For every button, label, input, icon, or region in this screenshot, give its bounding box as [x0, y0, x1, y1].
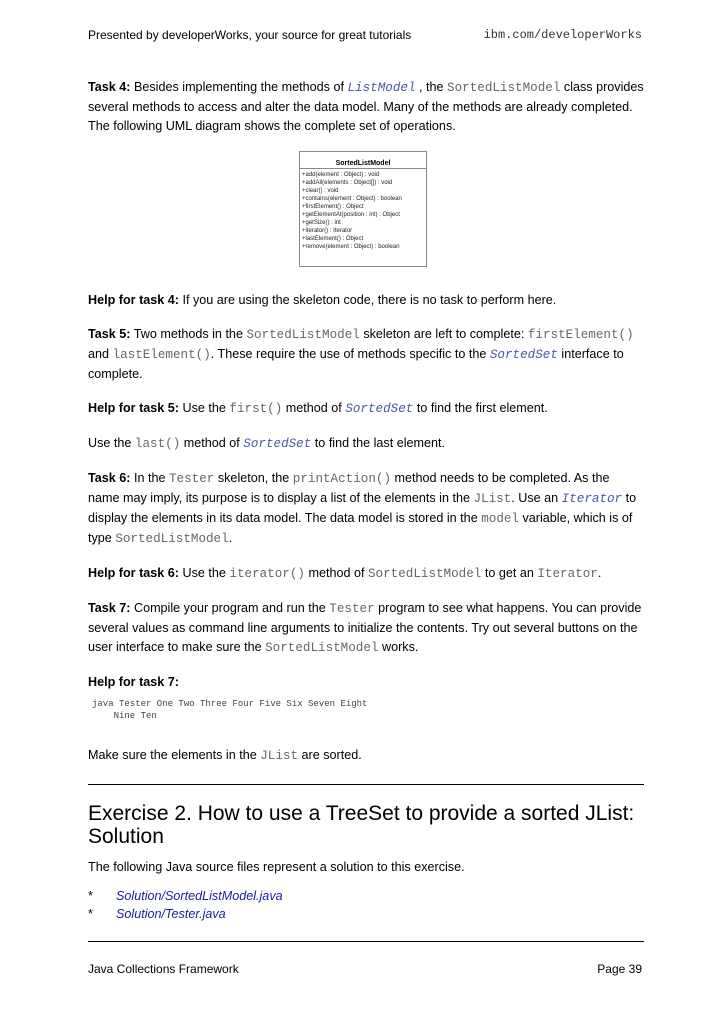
- uml-diagram-wrapper: [88, 151, 644, 267]
- task-7-text-c: works.: [378, 640, 419, 654]
- sortedset-link[interactable]: SortedSet: [243, 437, 312, 451]
- header-title: Presented by developerWorks, your source for great tutorials: [88, 28, 412, 42]
- page-number: Page 39: [597, 962, 642, 976]
- task-5-text-b: skeleton are left to complete:: [359, 327, 528, 341]
- task-5-text-c: and: [88, 347, 113, 361]
- uml-operation: +getSize() : int: [302, 220, 341, 226]
- uml-class-title: SortedListModel: [300, 152, 426, 169]
- help-5b-paragraph: [88, 434, 644, 454]
- task-6-text-e: to display the elements in its data model. The data model is stored in the: [88, 491, 637, 525]
- help-6-label: Help for task 6:: [88, 566, 179, 580]
- iterator-method-code: iterator(): [229, 567, 305, 581]
- help-6-text-b: method of: [304, 566, 368, 580]
- help-6-text-c: to get an: [481, 566, 538, 580]
- solution-tester-link[interactable]: Solution/Tester.java: [116, 907, 226, 921]
- task-6-label: Task 6:: [88, 471, 131, 485]
- help-7-paragraph: [88, 673, 644, 692]
- help-7-label: Help for task 7:: [88, 675, 179, 689]
- help-4-label: Help for task 4:: [88, 293, 179, 307]
- iterator-link[interactable]: Iterator: [561, 492, 623, 506]
- task-5-text-a: Two methods in the: [130, 327, 247, 341]
- task-6-text-d: . Use an: [511, 491, 562, 505]
- command-line-code-block: java Tester One Two Three Four Five Six Seven Eight Nine Ten: [92, 699, 368, 721]
- uml-operation: +lastElement() : Object: [302, 236, 364, 242]
- task-4-label: Task 4:: [88, 80, 131, 94]
- sortedlistmodel-code: SortedListModel: [246, 328, 360, 342]
- section-divider: [88, 784, 644, 785]
- help-5-paragraph: [88, 399, 644, 419]
- uml-operation: +clear() : void: [302, 188, 339, 194]
- uml-operation: +firstElement() : Object: [302, 204, 364, 210]
- list-bullet: *: [88, 907, 93, 921]
- help-5-text-b: method of: [282, 401, 346, 415]
- section-divider: [88, 941, 644, 942]
- model-code: model: [481, 512, 519, 526]
- sorted-note-text-b: are sorted.: [298, 748, 362, 762]
- first-element-code: firstElement(): [527, 328, 634, 342]
- uml-operation: +contains(element : Object) : boolean: [302, 196, 402, 202]
- help-5b-text-b: method of: [180, 436, 244, 450]
- solution-file-list: [88, 887, 644, 923]
- uml-operation: +addAll(elements : Object[]) : void: [302, 180, 393, 186]
- uml-operation: +iterator() : Iterator: [302, 228, 353, 234]
- uml-class-diagram: [299, 151, 427, 267]
- sorted-note-text-a: Make sure the elements in the: [88, 748, 261, 762]
- task-6-text-f: variable, which is of type: [88, 511, 633, 545]
- sortedset-link[interactable]: SortedSet: [345, 402, 414, 416]
- task-4-text-b: , the: [415, 80, 448, 94]
- task-7-paragraph: [88, 599, 644, 658]
- task-7-text-b: program to see what happens. You can provide several values as command line arguments to initialize the contents. Try out several buttons on the user interface to make sure the: [88, 601, 642, 654]
- exercise-2-heading: Exercise 2. How to use a TreeSet to provide a sorted JList: Solution: [88, 802, 635, 848]
- help-5b-text-c: to find the last element.: [311, 436, 446, 450]
- task-7-text-a: Compile your program and run the: [130, 601, 330, 615]
- uml-operation: +add(element : Object) : void: [302, 172, 380, 178]
- uml-operation: +remove(element : Object) : boolean: [302, 244, 400, 250]
- task-6-text-a: In the: [130, 471, 169, 485]
- task-4-text-a: Besides implementing the methods of: [130, 80, 348, 94]
- sortedlistmodel-code: SortedListModel: [367, 567, 482, 581]
- jlist-code: JList: [260, 749, 299, 763]
- uml-operations: [300, 169, 426, 251]
- help-5-text-a: Use the: [178, 401, 230, 415]
- help-6-text-a: Use the: [178, 566, 230, 580]
- task-7-label: Task 7:: [88, 601, 131, 615]
- help-5b-text-a: Use the: [88, 436, 135, 450]
- list-item: [88, 887, 644, 905]
- print-action-code: printAction(): [292, 472, 392, 486]
- solution-sortedlistmodel-link[interactable]: Solution/SortedListModel.java: [116, 889, 283, 903]
- uml-operation: +getElementAt(position : int) : Object: [302, 212, 400, 218]
- sorted-note-paragraph: [88, 746, 644, 766]
- help-5-label: Help for task 5:: [88, 401, 179, 415]
- task-6-text-g: .: [228, 531, 233, 545]
- sortedset-link[interactable]: SortedSet: [489, 348, 558, 362]
- task-6-text-c: method needs to be completed. As the name may imply, its purpose is to display a list of the elements in the: [88, 471, 610, 505]
- task-4-text-c: class provides several methods to access and alter the data model. Many of the methods are already completed. The following UML diagram shows the complete set of operations.: [88, 80, 644, 133]
- sortedlistmodel-code: SortedListModel: [265, 641, 379, 655]
- last-code: last(): [134, 437, 181, 451]
- page-content: [88, 78, 644, 942]
- task-6-paragraph: [88, 469, 644, 549]
- header-site: ibm.com/developerWorks: [483, 28, 642, 42]
- task-5-text-e: interface to complete.: [88, 347, 624, 381]
- task-5-text-d: . These require the use of methods specific to the: [210, 347, 490, 361]
- task-4-paragraph: [88, 78, 644, 136]
- first-code: first(): [229, 402, 283, 416]
- help-5-text-c: to find the first element.: [413, 401, 548, 415]
- list-item: [88, 905, 644, 923]
- sortedlistmodel-code: SortedListModel: [115, 532, 229, 546]
- help-6-text-d: .: [597, 566, 602, 580]
- sortedlistmodel-code: SortedListModel: [447, 81, 561, 95]
- last-element-code: lastElement(): [112, 348, 211, 362]
- task-6-text-b: skeleton, the: [214, 471, 293, 485]
- task-5-label: Task 5:: [88, 327, 131, 341]
- exercise-2-intro: The following Java source files represent a solution to this exercise.: [88, 860, 465, 874]
- tester-code: Tester: [329, 602, 375, 616]
- footer-title: Java Collections Framework: [88, 962, 239, 976]
- jlist-code: JList: [473, 492, 512, 506]
- list-bullet: *: [88, 889, 93, 903]
- tester-code: Tester: [168, 472, 215, 486]
- help-4-paragraph: [88, 291, 644, 310]
- task-5-paragraph: [88, 325, 644, 384]
- listmodel-link[interactable]: ListModel: [347, 81, 416, 95]
- help-4-text: If you are using the skeleton code, there is no task to perform here.: [178, 293, 557, 307]
- iterator-code: Iterator: [537, 567, 598, 581]
- help-6-paragraph: [88, 564, 644, 584]
